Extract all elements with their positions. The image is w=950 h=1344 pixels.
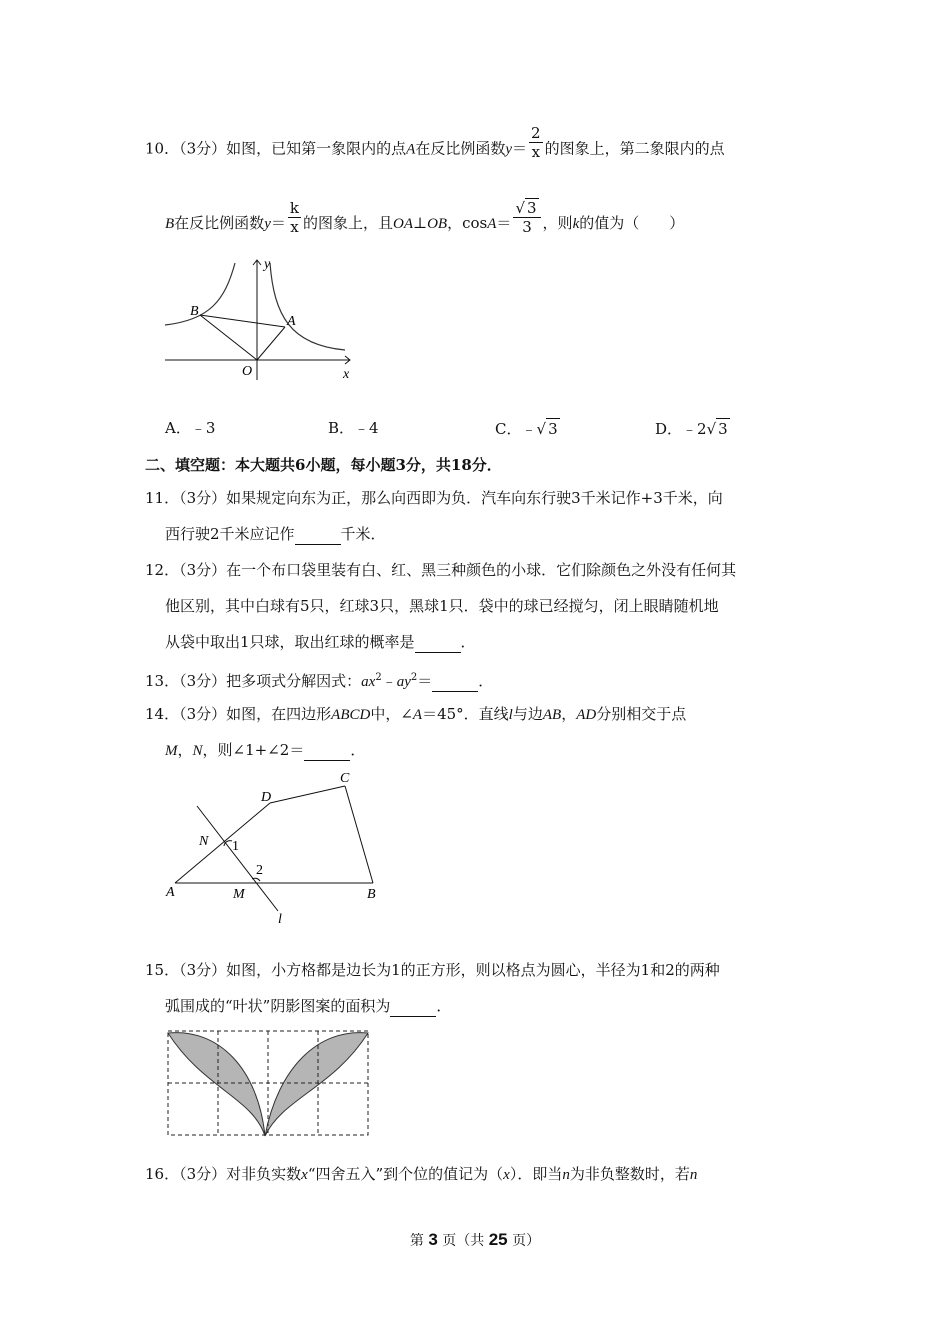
section-heading: 二、填空题：本大题共6小题，每小题3分，共18分． — [145, 456, 502, 474]
hyperbola-second-quadrant — [165, 263, 235, 325]
q16-line1: 16．（3分）对非负实数x“四舍五入”到个位的值记为（x）．即当n为非负整数时，若n — [145, 1165, 698, 1183]
angle-label-1: 1 — [232, 839, 239, 854]
axis-label-y: y — [264, 257, 271, 272]
q10-figure — [160, 255, 360, 385]
point-label-M: M — [233, 887, 245, 902]
page-footer: 第 3 页（共 25 页） — [409, 1230, 541, 1249]
point-label-O: O — [242, 364, 253, 379]
q15-leaf-figure — [163, 1028, 373, 1140]
angle-1-arc — [224, 841, 232, 846]
q11-line1: 11．（3分）如果规定向东为正，那么向西即为负．汽车向东行驶3千米记作+3千米，向 — [145, 489, 723, 507]
option-b[interactable]: B．﹣4 — [328, 419, 379, 437]
right-leaf-shape — [265, 1033, 368, 1136]
point-label-B: B — [367, 887, 376, 902]
answer-blank[interactable] — [415, 632, 461, 653]
q12-line3: 从袋中取出1只球，取出红球的概率是 ． — [165, 633, 476, 651]
left-leaf-shape — [168, 1033, 265, 1136]
q12-line1: 12．（3分）在一个布口袋里装有白、红、黑三种颜色的小球．它们除颜色之外没有任何其 — [145, 561, 737, 579]
fraction-sqrt3-over-3: $\frac{√ 3}{3}$ — [513, 198, 540, 236]
point-label-D: D — [261, 790, 272, 805]
option-d[interactable]: D．﹣2√ 3 — [655, 420, 728, 438]
option-a[interactable]: A．﹣3 — [165, 419, 216, 437]
answer-blank[interactable] — [295, 524, 341, 545]
q14-line1: 14．（3分）如图，在四边形ABCD中，∠A＝45°．直线l与边AB，AD分别相交于点 — [145, 705, 687, 723]
point-label-A: A — [287, 314, 296, 329]
q12-line2: 他区别，其中白球有5只，红球3只，黑球1只．袋中的球已经搅匀，闭上眼睛随机地 — [165, 597, 719, 615]
q15-line1: 15．（3分）如图，小方格都是边长为1的正方形，则以格点为圆心，半径为1和2的两种 — [145, 961, 720, 979]
fraction-k-over-x: $\frac{k}{x}$ — [289, 198, 299, 236]
hyperbola-first-quadrant — [270, 263, 345, 350]
segment-CB — [345, 786, 373, 883]
q13-line: 13．（3分）把多项式分解因式：$ax^2﹣ay^2=$ ． — [145, 672, 494, 690]
answer-blank[interactable] — [390, 996, 436, 1017]
q15-line2: 弧围成的“叶状”阴影图案的面积为 ． — [165, 997, 452, 1015]
answer-blank[interactable] — [432, 671, 478, 692]
angle-label-2: 2 — [256, 863, 263, 878]
axis-label-x: x — [343, 367, 350, 382]
segment-DC — [270, 786, 345, 803]
fraction-2-over-x: $\frac{2}{x}$ — [531, 124, 541, 161]
point-label-N: N — [199, 834, 209, 849]
answer-blank[interactable] — [304, 740, 350, 761]
question-score: （3分） — [179, 139, 227, 158]
question-number: 10． — [145, 139, 180, 158]
point-label-B: B — [190, 304, 199, 319]
q10-line1: 10．（3分）如图，已知第一象限内的点A在反比例函数y＝ $\frac{2}{x}$ 的图象上，第二象限内的点 — [145, 124, 725, 161]
option-c[interactable]: C．﹣√ 3 — [495, 420, 558, 438]
segment-OA — [257, 327, 285, 360]
q14-figure — [160, 768, 385, 928]
line-label-l: l — [278, 912, 282, 927]
current-page: 3 — [428, 1230, 438, 1249]
q14-line2: M，N，则∠1+∠2＝ ． — [165, 741, 366, 759]
total-pages: 25 — [488, 1230, 508, 1249]
q10-line2: B在反比例函数y＝ $\frac{k}{x}$ 的图象上，且OA⊥OB，cosA＝ $\frac{√ 3}{3}$ ，则k的值为（ ） — [165, 198, 685, 236]
q11-line2: 西行驶2千米应记作 千米． — [165, 525, 386, 543]
point-label-C: C — [340, 771, 350, 786]
point-label-A: A — [166, 885, 175, 900]
